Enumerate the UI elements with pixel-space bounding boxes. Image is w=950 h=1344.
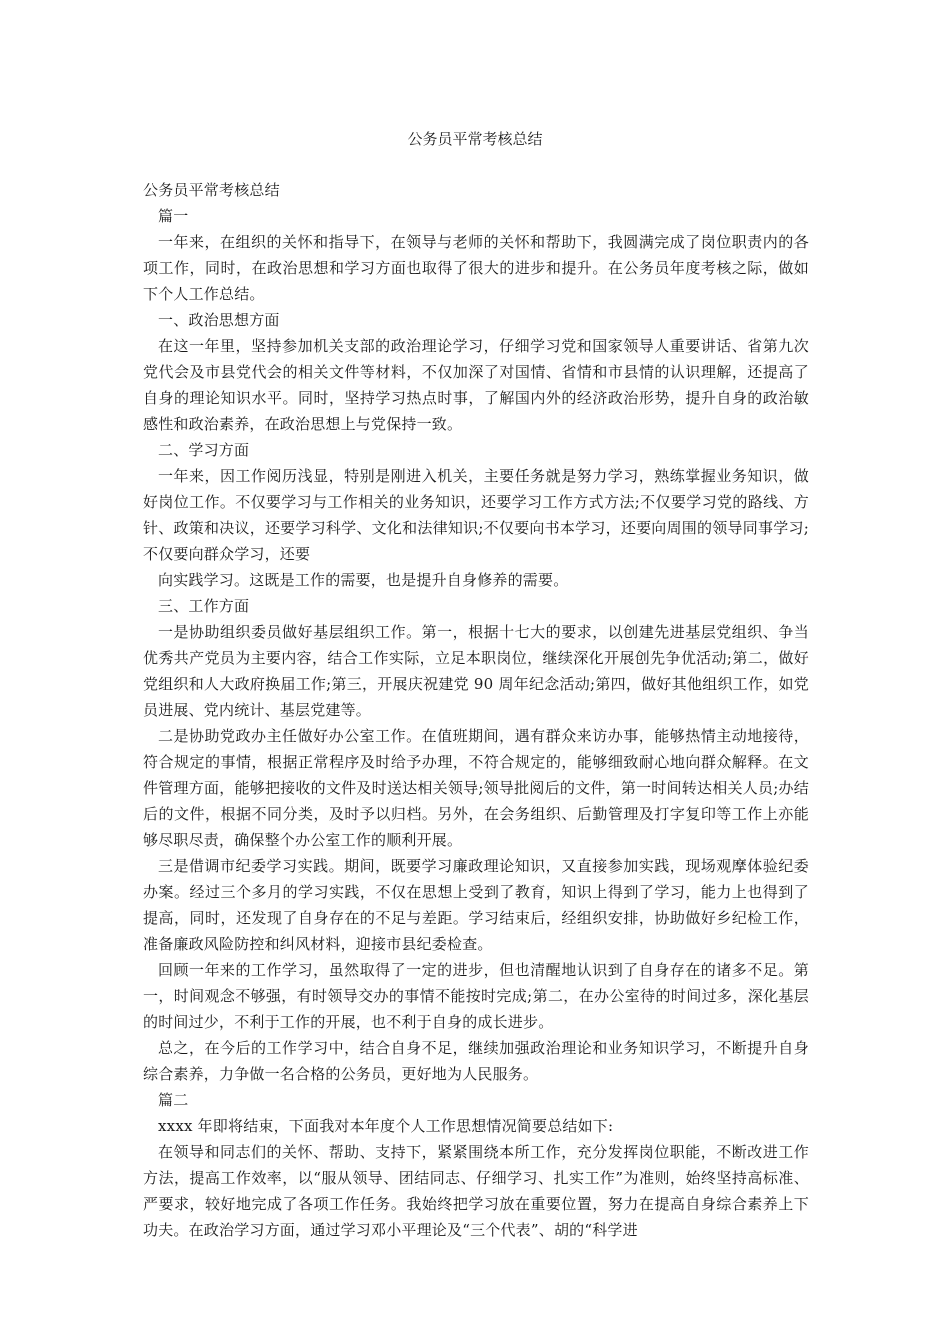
paragraph: 回顾一年来的工作学习，虽然取得了一定的进步，但也清醒地认识到了自身存在的诸多不足。第一，时间观念不够强，有时领导交办的事情不能按时完成;第二，在办公室待的时间过多，深化基层的时间过少，不利于工作的开展，也不利于自身的成长进步。 <box>143 961 809 1031</box>
section-heading: 一、政治思想方面 <box>158 311 280 329</box>
paragraph: 总之，在今后的工作学习中，结合自身不足，继续加强政治理论和业务知识学习，不断提升自身综合素养，力争做一名合格的公务员，更好地为人民服务。 <box>143 1039 809 1083</box>
section-heading: 三、工作方面 <box>158 597 250 615</box>
paragraph: 一是协助组织委员做好基层组织工作。第一，根据十七大的要求，以创建先进基层党组织、争当优秀共产党员为主要内容，结合工作实际，立足本职岗位，继续深化开展创先争优活动;第二，做好党组织和人大政府换届工作;第三，开展庆祝建党 90 周年纪念活动;第四，做好其他组织工作，如党员进展、党内统计、基层党建等。 <box>143 623 809 719</box>
paragraph: 在领导和同志们的关怀、帮助、支持下，紧紧围绕本所工作，充分发挥岗位职能，不断改进工作方法，提高工作效率，以“服从领导、团结同志、仔细学习、扎实工作”为准则，始终坚持高标准、严要求，较好地完成了各项工作任务。我始终把学习放在重要位置，努力在提高自身综合素养上下功夫。在政治学习方面，通过学习邓小平理论及“三个代表”、胡的“科学进 <box>143 1143 809 1239</box>
document-body <box>143 177 809 1243</box>
paragraph: 在这一年里，坚持参加机关支部的政治理论学习，仔细学习党和国家领导人重要讲话、省第九次党代会及市县党代会的相关文件等材料，不仅加深了对国情、省情和市县情的认识理解，还提高了自身的理论知识水平。同时，坚持学习热点时事，了解国内外的经济政治形势，提升自身的政治敏感性和政治素养，在政治思想上与党保持一致。 <box>143 337 809 433</box>
paragraph-heading: 公务员平常考核总结 <box>143 181 280 199</box>
paragraph: 一年来，因工作阅历浅显，特别是刚进入机关，主要任务就是努力学习，熟练掌握业务知识，做好岗位工作。不仅要学习与工作相关的业务知识，还要学习工作方式方法;不仅要学习党的路线、方针、政策和决议，还要学习科学、文化和法律知识;不仅要向书本学习，还要向周围的领导同事学习;不仅要向群众学习，还要 <box>143 467 809 563</box>
paragraph: xxxx 年即将结束，下面我对本年度个人工作思想情况简要总结如下: <box>158 1117 614 1135</box>
paragraph: 三是借调市纪委学习实践。期间，既要学习廉政理论知识，又直接参加实践，现场观摩体验纪委办案。经过三个多月的学习实践，不仅在思想上受到了教育，知识上得到了学习，能力上也得到了提高，同时，还发现了自身存在的不足与差距。学习结束后，经组织安排，协助做好乡纪检工作，准备廉政风险防控和纠风材料，迎接市县纪委检查。 <box>143 857 809 953</box>
section-heading: 二、学习方面 <box>158 441 250 459</box>
document-title: 公务员平常考核总结 <box>407 130 543 148</box>
paragraph: 向实践学习。这既是工作的需要，也是提升自身修养的需要。 <box>158 571 569 589</box>
paragraph: 二是协助党政办主任做好办公室工作。在值班期间，遇有群众来访办事，能够热情主动地接待，符合规定的事情，根据正常程序及时给予办理，不符合规定的，能够细致耐心地向群众解释。在文件管理方面，能够把接收的文件及时送达相关领导;领导批阅后的文件，第一时间转达相关人员;办结后的文件，根据不同分类，及时予以归档。另外，在会务组织、后勤管理及打字复印等工作上亦能够尽职尽责，确保整个办公室工作的顺利开展。 <box>143 727 809 849</box>
section-label: 篇一 <box>158 207 189 225</box>
paragraph: 一年来，在组织的关怀和指导下，在领导与老师的关怀和帮助下，我圆满完成了岗位职责内的各项工作，同时，在政治思想和学习方面也取得了很大的进步和提升。在公务员年度考核之际，做如下个人工作总结。 <box>143 233 809 303</box>
section-label: 篇二 <box>158 1091 189 1109</box>
